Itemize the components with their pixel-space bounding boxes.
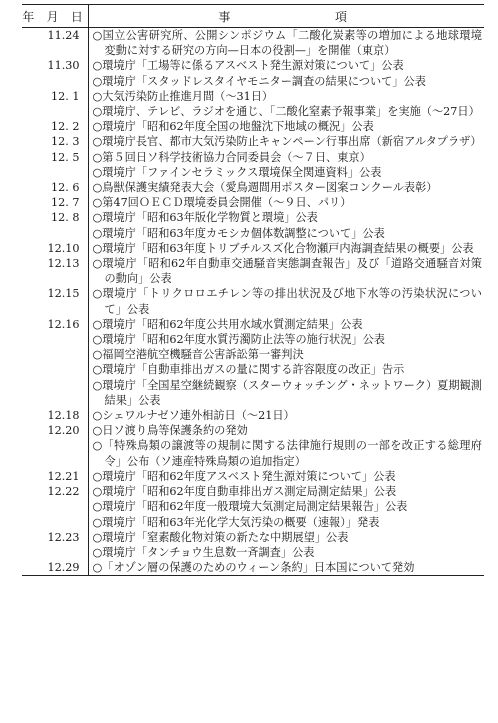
table-row (22, 28, 484, 59)
chronology-body (22, 28, 484, 576)
table-row (22, 408, 484, 423)
entry-events (88, 423, 484, 469)
entry-date: 12. 1 (22, 89, 88, 119)
table-row (22, 210, 484, 240)
entry-events (88, 210, 484, 240)
entry-events (88, 150, 484, 180)
entry-date: 12.20 (22, 423, 88, 469)
entry-date: 12.23 (22, 530, 88, 560)
event-item: ○環境庁「タンチョウ生息数一斉調査」公表 (92, 545, 315, 559)
table-row (22, 134, 484, 149)
entry-date: 12.21 (22, 469, 88, 484)
entry-events (88, 256, 484, 286)
table-row (22, 58, 484, 88)
table-row (22, 423, 484, 469)
table-row (22, 180, 484, 195)
entry-date: 12.13 (22, 256, 88, 286)
entry-events (88, 469, 484, 484)
event-item: ○環境庁「トリクロロエチレン等の排出状況及び地下水等の汚染状況について」公表 (92, 287, 482, 316)
entry-date: 12.10 (22, 241, 88, 256)
event-item: ○環境庁「ファインセラミックス環境保全関連資料」公表 (92, 165, 382, 179)
entry-date: 12.18 (22, 408, 88, 423)
entry-events (88, 28, 484, 59)
table-row (22, 530, 484, 560)
entry-date: 12. 3 (22, 134, 88, 149)
event-item: ○環境庁「昭和62年度水質汚濁防止法等の施行状況」公表 (92, 333, 385, 347)
entry-events (88, 530, 484, 560)
event-item: ○シェワルナゼソ連外相訪日（～21日） (92, 409, 295, 423)
event-item: ○環境庁「昭和62年自動車交通騒音実態調査報告」及び「道路交通騒音対策の動向」公表 (92, 257, 482, 286)
event-item: ○日ソ渡り鳥等保護条約の発効 (92, 424, 248, 438)
table-row (22, 89, 484, 119)
event-item: ○第47回ＯＥＣＤ環境委員会開催（～９日、パリ） (92, 196, 352, 210)
event-item: ○環境庁、テレビ、ラジオを通じ、「二酸化窒素予報事業」を実施（～27日） (92, 105, 480, 119)
entry-events (88, 317, 484, 408)
entry-events (88, 89, 484, 119)
entry-date: 12. 7 (22, 195, 88, 210)
table-row (22, 286, 484, 316)
chronology-page (22, 4, 484, 576)
entry-events (88, 195, 484, 210)
table-row (22, 119, 484, 134)
event-item: ○環境庁「昭和63年版化学物質と環境」公表 (92, 211, 318, 225)
entry-events (88, 408, 484, 423)
event-item: ○環境庁「昭和62年度一般環境大気測定局測定結果報告」公表 (92, 500, 408, 514)
event-item: ○環境庁「昭和62年度公共用水域水質測定結果」公表 (92, 317, 363, 331)
event-item: ○環境庁「工場等に係るアスベスト発生源対策について」公表 (92, 59, 404, 73)
entry-events (88, 180, 484, 195)
event-item: ○福岡空港航空機騒音公害訴訟第一審判決 (92, 348, 304, 362)
table-row (22, 469, 484, 484)
table-row (22, 256, 484, 286)
event-item: ○環境庁「全国星空継続観察（スターウォッチング・ネットワーク）夏期観測結果」公表 (92, 378, 482, 407)
event-item: ○鳥獣保護実績発表大会（愛鳥週間用ポスター図案コンクール表彰） (92, 181, 438, 195)
entry-events (88, 241, 484, 256)
entry-date: 12. 6 (22, 180, 88, 195)
event-item: ○環境庁「自動車排出ガスの量に関する許容限度の改正」告示 (92, 363, 405, 377)
event-column-header: 事 項 (88, 5, 484, 28)
entry-date: 12.15 (22, 286, 88, 316)
event-item: ○環境庁「昭和62年度全国の地盤沈下地域の概況」公表 (92, 120, 374, 134)
chronology-table (22, 4, 484, 576)
event-item: ○「オゾン層の保護のためのウィーン条約」日本国について発効 (92, 561, 415, 575)
event-item: ○環境庁「昭和63年度カモシカ個体数調整について」公表 (92, 226, 385, 240)
entry-date: 11.30 (22, 58, 88, 88)
table-row (22, 241, 484, 256)
table-header-row (22, 5, 484, 28)
entry-events (88, 484, 484, 530)
entry-date: 12. 5 (22, 150, 88, 180)
table-row (22, 150, 484, 180)
entry-date: 12.22 (22, 484, 88, 530)
table-row (22, 195, 484, 210)
event-item: ○環境庁「昭和63年光化学大気汚染の概要（速報）」発表 (92, 515, 380, 529)
entry-date: 12.16 (22, 317, 88, 408)
entry-events (88, 560, 484, 576)
table-row (22, 484, 484, 530)
date-column-header: 年 月 日 (22, 5, 88, 28)
entry-date: 12. 8 (22, 210, 88, 240)
entry-date: 12. 2 (22, 119, 88, 134)
event-item: ○環境庁「昭和63年度トリブチルスズ化合物瀬戸内海調査結果の概要」公表 (92, 241, 474, 255)
table-row (22, 317, 484, 408)
event-item: ○環境庁「窒素酸化物対策の新たな中期展望」公表 (92, 530, 349, 544)
entry-events (88, 58, 484, 88)
table-row (22, 560, 484, 576)
event-item: ○環境庁「スタッドレスタイヤモニター調査の結果について」公表 (92, 74, 426, 88)
entry-date: 12.29 (22, 560, 88, 576)
event-item: ○環境庁「昭和62年度自動車排出ガス測定局測定結果」公表 (92, 485, 397, 499)
entry-events (88, 119, 484, 134)
entry-events (88, 286, 484, 316)
event-item: ○第５回日ソ科学技術協力合同委員会（～７日、東京） (92, 150, 371, 164)
event-item: ○環境庁「昭和62年度アスベスト発生源対策について」公表 (92, 469, 396, 483)
event-item: ○国立公害研究所、公開シンポジウム「二酸化炭素等の増加による地球環境変動に対する研究の方向—日本の役割—」を開催（東京） (92, 29, 482, 58)
event-item: ○大気汚染防止推進月間（～31日） (92, 89, 274, 103)
event-item: ○「特殊鳥類の譲渡等の規制に関する法律施行規則の一部を改正する総理府令」公布（ソ連産特殊鳥類の追加指定） (92, 439, 482, 468)
event-item: ○環境庁長官、都市大気汚染防止キャンペーン行事出席（新宿アルタプラザ） (92, 135, 482, 149)
entry-events (88, 134, 484, 149)
entry-date: 11.24 (22, 28, 88, 59)
